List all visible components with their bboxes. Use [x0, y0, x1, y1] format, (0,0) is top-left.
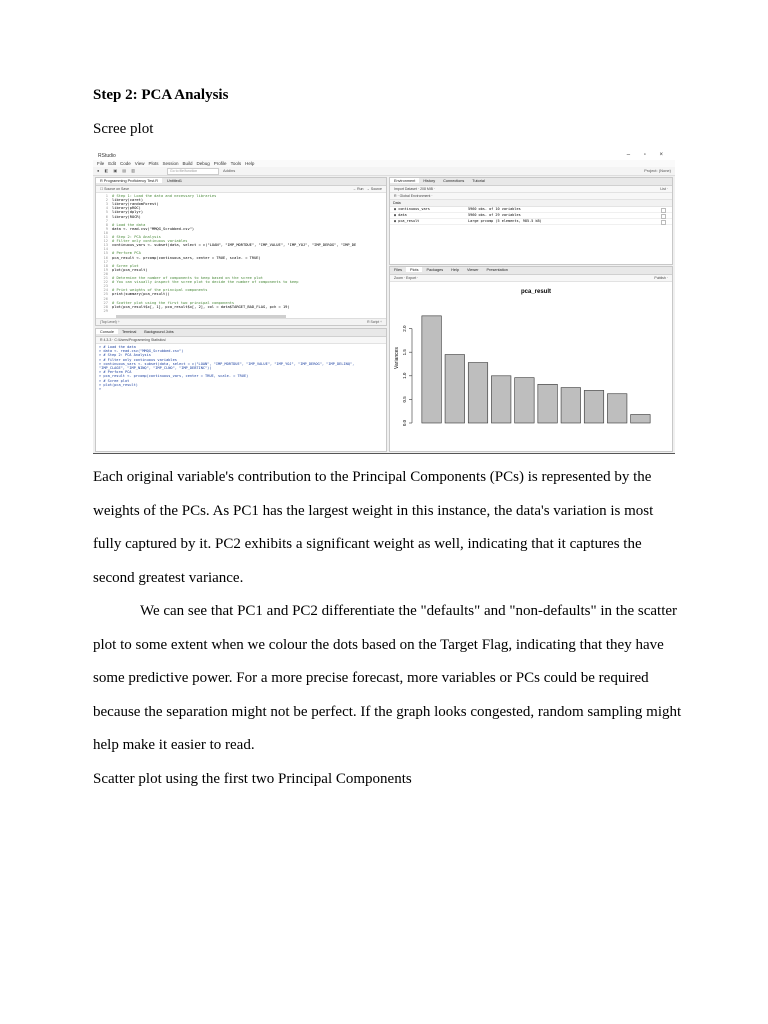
scope-indicator[interactable]: (Top Level) ÷	[100, 320, 120, 324]
scree-plot-chart	[390, 283, 672, 451]
code-line: data <- read.csv("MMQG_Scrubbed.csv")	[112, 226, 195, 231]
tab-tutorial[interactable]: Tutorial	[472, 179, 485, 183]
file-type-indicator[interactable]: R Script ÷	[367, 320, 382, 324]
console-path-bar	[96, 337, 386, 344]
console-line: > pca_result <- prcomp(continuous_vars, center = TRUE, scale. = TRUE)	[99, 374, 249, 379]
line-number: 25	[103, 292, 108, 297]
code-line: library(pROC)	[112, 206, 141, 211]
bar-4	[491, 376, 510, 423]
editor-tabs	[96, 178, 386, 186]
chart-title: pca_result	[520, 289, 552, 295]
y-axis-label: Variances	[394, 347, 400, 369]
line-number: 22	[103, 280, 108, 285]
environment-toolbar	[390, 186, 672, 193]
line-number: 26	[103, 296, 108, 301]
bar-3	[468, 363, 487, 423]
menu-item-profile[interactable]: Profile	[213, 161, 227, 166]
tab-r-script[interactable]: R Programming Proficiency Test.R	[96, 178, 162, 183]
code-line: pca_result <- prcomp(continuous_vars, center = TRUE, scale. = TRUE)	[112, 255, 261, 260]
console-line: > # Scree plot	[99, 378, 130, 383]
tab-console[interactable]: Console	[96, 329, 118, 334]
tab-environment[interactable]: Environment	[390, 178, 419, 183]
tab-connections[interactable]: Connections	[443, 179, 465, 183]
plots-tabs	[390, 267, 672, 275]
tab-terminal[interactable]: Terminal	[121, 330, 137, 334]
object-value: 5960 obs. of 29 variables	[468, 213, 521, 217]
tab-files[interactable]: Files	[394, 268, 403, 272]
menu-item-session[interactable]: Session	[162, 161, 179, 166]
line-number: 3	[105, 202, 108, 207]
paragraph-2: We can see that PC1 and PC2 differentiate the "defaults" and "non-defaults" in the scatter plot to some extent when we colour the dots based on the Target Flag, indicating that they have some predictive power. For a more precise forecast, more variables or PCs could be required because the separation might not be perfect. If the graph looks congested, random sampling might help make it easier to read.	[93, 603, 682, 753]
rstudio-screenshot	[93, 152, 675, 454]
bar-7	[561, 388, 580, 423]
line-number: 7	[105, 218, 108, 223]
bar-8	[584, 390, 603, 423]
line-number: 8	[105, 222, 108, 227]
bar-2	[445, 355, 464, 423]
tab-history[interactable]: History	[423, 179, 436, 183]
line-number: 5	[105, 210, 108, 215]
import-dataset-button[interactable]: Import Dataset · 208 MiB ·	[394, 187, 436, 191]
bar-6	[538, 384, 557, 423]
line-number: 21	[103, 276, 108, 280]
menu-item-edit[interactable]: Edit	[108, 161, 117, 166]
line-number: 4	[105, 206, 108, 211]
code-line: # You can visually inspect the scree plot to decide the number of components to keep	[112, 280, 299, 285]
code-line: print(summary(pca_result))	[112, 292, 170, 297]
code-line: # Scatter plot using the first two principal components	[112, 300, 235, 305]
line-number: 16	[103, 255, 108, 260]
code-line: plot(pca_result$x[, 1], pca_result$x[, 2], col = data$TARGET_BAD_FLAG, pch = 19)	[112, 304, 290, 309]
addins-menu[interactable]: Addins	[223, 168, 236, 173]
paragraph-1: Each original variable's contribution to the Principal Components (PCs) is represented by the weights of the PCs. As PC1 has the largest weight in this instance, the data's variation is most fully captured by it. PC2 exhibits a significant weight as well, indicating that it captures the second greatest variance.	[93, 469, 654, 586]
code-line: # Perform PCA	[112, 251, 141, 256]
line-number: 20	[103, 271, 108, 276]
zoom-export-buttons[interactable]: Zoom · Export ·	[394, 276, 419, 280]
menu-item-tools[interactable]: Tools	[230, 161, 242, 166]
object-name: ◉ data	[394, 213, 407, 217]
source-editor-pane	[95, 177, 387, 326]
code-line: # Filter only continuous variables	[112, 239, 188, 244]
line-number: 15	[103, 251, 108, 256]
menu-item-plots[interactable]: Plots	[148, 161, 159, 166]
environment-scope-bar	[390, 193, 672, 200]
y-tick-label: 0.0	[402, 419, 407, 427]
plots-pane	[389, 266, 673, 452]
console-line: "IMP_CLAGE", "IMP_NINQ", "IMP_CLNO", "IMP_DEBTINC"))	[99, 366, 212, 371]
object-value: Large prcomp (5 elements, 985.5 kB)	[468, 219, 542, 223]
tab-background-jobs[interactable]: Background Jobs	[144, 330, 174, 334]
console-line: > plot(pca_result)	[99, 382, 138, 387]
console-line: > # Perform PCA	[99, 370, 132, 375]
line-number: 19	[103, 267, 108, 272]
toolbar-icons[interactable]: ● ◧ ▣ ▤ ▥	[97, 168, 137, 173]
menu-item-debug[interactable]: Debug	[196, 161, 210, 166]
line-number: 24	[103, 288, 108, 293]
line-number: 1	[105, 194, 108, 198]
y-tick-label: 1.0	[402, 372, 407, 379]
code-line: library(caret)	[112, 198, 144, 203]
console-line: > # Load the data	[99, 345, 136, 349]
code-line: plot(pca_result)	[112, 267, 148, 272]
line-number: 10	[103, 230, 108, 235]
plots-toolbar	[390, 275, 672, 282]
tab-plots[interactable]: Plots	[406, 267, 422, 272]
editor-footer	[96, 318, 386, 325]
code-line: library(dplyr)	[112, 210, 144, 215]
scree-plot-label: Scree plot	[93, 121, 154, 137]
tab-untitled[interactable]: Untitled1	[167, 179, 183, 183]
code-line: library(ROCR)	[112, 214, 141, 219]
console-line: > # Filter only continuous variables	[99, 357, 177, 362]
line-number: 2	[105, 198, 108, 203]
source-on-save-checkbox[interactable]: ☐ Source on Save	[100, 187, 130, 191]
line-number: 13	[103, 243, 108, 248]
environment-pane	[389, 177, 673, 265]
bar-10	[631, 415, 650, 423]
console-line: > continuous_vars <- subset(data, select = c("LOAN", "IMP_MORTDUE", "IMP_VALUE", "IMP_YOJ", "IMP_DEROG", "IMP_DELINQ",	[99, 361, 355, 366]
console-path: R 4.3.3 · C:/Users/Programming Statistics/	[100, 338, 166, 342]
tab-help[interactable]: Help	[451, 268, 459, 272]
object-name: ◉ pca_result	[394, 219, 420, 223]
editor-toolbar	[96, 186, 386, 193]
line-number: 17	[103, 259, 108, 264]
tab-presentation[interactable]: Presentation	[486, 268, 508, 272]
y-tick-label: 2.0	[402, 325, 407, 332]
bar-1	[422, 316, 441, 423]
console-tabs	[96, 329, 386, 337]
view-icon[interactable]	[661, 220, 666, 225]
global-environment-select[interactable]: R · Global Environment ·	[394, 194, 433, 198]
console-line: > data <- read.csv("MMQG_Scrubbed.csv")	[99, 349, 184, 354]
environment-tabs	[390, 178, 672, 186]
menu-item-view[interactable]: View	[134, 161, 145, 166]
line-number: 18	[103, 263, 108, 268]
code-line: # Load the data	[112, 222, 146, 227]
code-line: # Step 2: PCA Analysis	[112, 235, 161, 239]
tab-packages[interactable]: Packages	[426, 268, 444, 272]
menu-item-code[interactable]: Code	[120, 161, 131, 166]
line-number: 9	[105, 226, 108, 231]
y-tick-label: 0.5	[402, 396, 407, 403]
console-output[interactable]	[96, 344, 386, 392]
object-name: ◉ continuous_vars	[394, 207, 430, 211]
line-number: 29	[103, 308, 108, 313]
main-toolbar	[93, 167, 675, 176]
menu-item-file[interactable]: File	[97, 161, 105, 166]
code-line: continuous_vars <- subset(data, select = c("LOAN", "IMP_MORTDUE", "IMP_VALUE", "IMP_YOJ", "IMP_DEROG", "IMP_DE	[112, 243, 357, 248]
goto-file-input[interactable]: Go to file/function	[167, 168, 219, 175]
bar-9	[607, 394, 626, 423]
line-number: 27	[103, 300, 108, 305]
code-line: library(randomForest)	[112, 202, 159, 207]
scatter-plot-label: Scatter plot using the first two Principal Components	[93, 771, 412, 787]
window-titlebar	[93, 152, 675, 160]
environment-rows	[390, 207, 672, 225]
source-button[interactable]: → Source	[366, 187, 382, 191]
code-line: # Scree plot	[112, 263, 139, 268]
line-number: 6	[105, 214, 108, 219]
line-number: 28	[103, 304, 108, 309]
code-line: # Step 1: Load the data and necessary libraries	[112, 194, 217, 198]
run-button[interactable]: → Run	[352, 187, 364, 191]
bar-5	[515, 378, 534, 423]
window-controls[interactable]: – ▫ ×	[626, 152, 669, 158]
menu-item-build[interactable]: Build	[182, 161, 193, 166]
menu-item-help[interactable]: Help	[245, 161, 255, 166]
code-line: # Determine the number of components to keep based on the scree plot	[112, 276, 263, 280]
publish-button[interactable]: Publish ·	[654, 276, 668, 280]
object-value: 5960 obs. of 10 variables	[468, 207, 521, 211]
console-line: >	[99, 387, 104, 392]
console-pane	[95, 328, 387, 452]
step-heading: Step 2: PCA Analysis	[93, 87, 229, 103]
window-title: RStudio	[98, 153, 116, 159]
environment-row[interactable]	[390, 219, 672, 225]
menu-bar	[93, 160, 675, 167]
line-number: 14	[103, 247, 108, 252]
data-section-header: Data	[390, 200, 672, 207]
code-area[interactable]	[96, 193, 386, 313]
line-number: 23	[103, 284, 108, 289]
tab-viewer[interactable]: Viewer	[466, 268, 479, 272]
code-line: # Print weights of the principal components	[112, 288, 208, 293]
line-number: 12	[103, 239, 108, 244]
project-menu[interactable]: Project: (None)	[644, 168, 671, 173]
console-line: > # Step 2: PCA Analysis	[99, 353, 151, 358]
y-tick-label: 1.5	[402, 349, 407, 356]
line-number: 11	[103, 235, 108, 239]
list-mode-toggle[interactable]: List ·	[660, 187, 668, 191]
